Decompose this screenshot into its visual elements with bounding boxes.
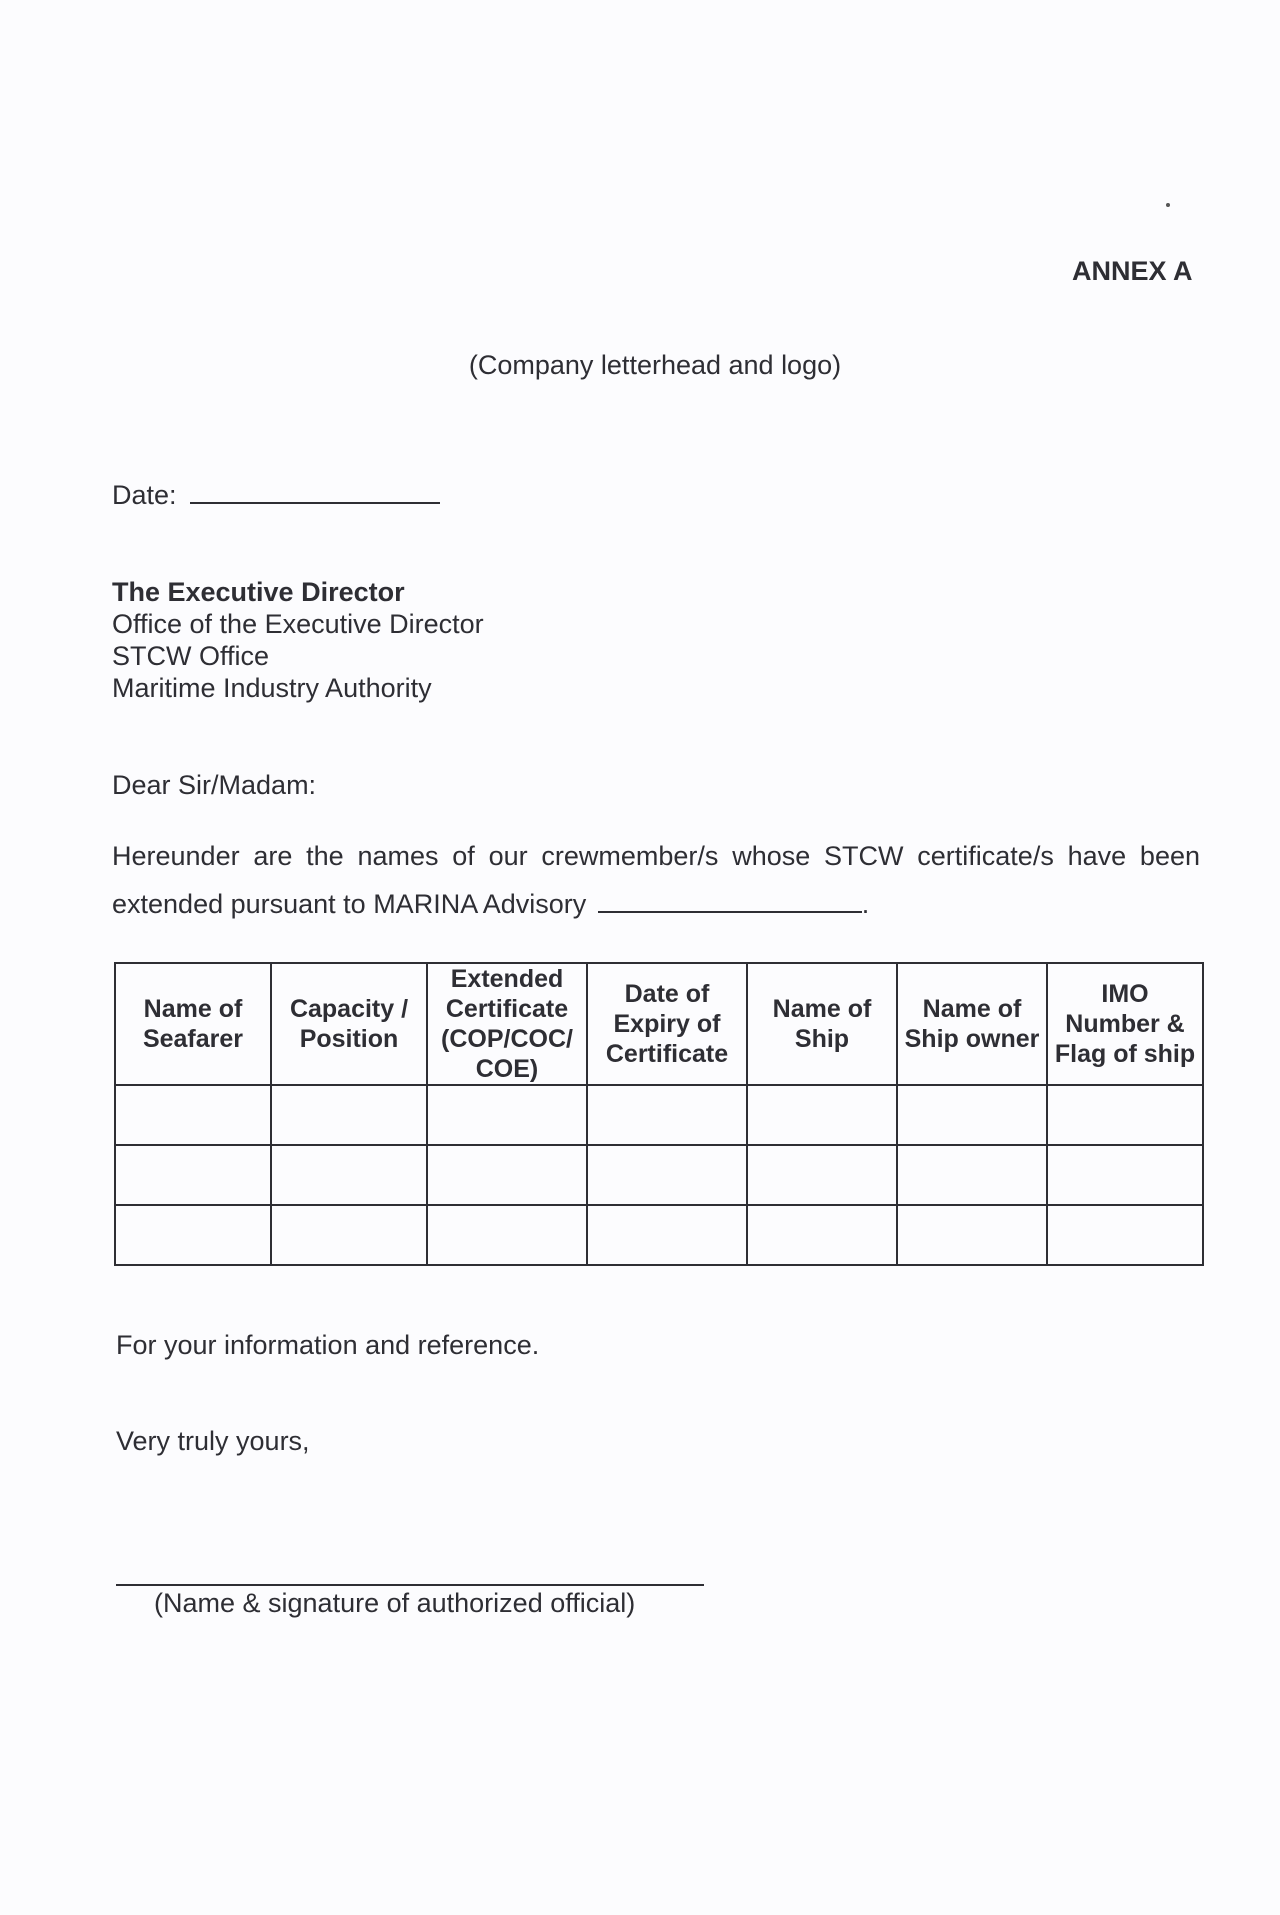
table-cell[interactable] xyxy=(427,1085,587,1145)
table-cell[interactable] xyxy=(747,1145,897,1205)
salutation: Dear Sir/Madam: xyxy=(112,770,317,800)
header-imo-number-flag: IMO Number & Flag of ship xyxy=(1047,963,1203,1085)
table-cell[interactable] xyxy=(115,1205,271,1265)
table-cell[interactable] xyxy=(271,1205,427,1265)
table-row xyxy=(115,1085,1203,1145)
body-paragraph xyxy=(112,832,1200,928)
scan-speck xyxy=(1166,203,1170,207)
date-line xyxy=(112,480,440,511)
header-name-of-ship: Name of Ship xyxy=(747,963,897,1085)
table-cell[interactable] xyxy=(587,1145,747,1205)
table-cell[interactable] xyxy=(747,1085,897,1145)
recipient-line: Office of the Executive Director xyxy=(112,609,484,639)
letterhead-placeholder: (Company letterhead and logo) xyxy=(468,350,842,380)
crew-table xyxy=(114,962,1204,1266)
table-cell[interactable] xyxy=(587,1085,747,1145)
valediction: Very truly yours, xyxy=(116,1426,310,1456)
advisory-number-field[interactable] xyxy=(598,911,862,913)
annex-label: ANNEX A xyxy=(1072,256,1193,286)
recipient-title: The Executive Director xyxy=(112,577,405,607)
header-name-of-seafarer: Name of Seafarer xyxy=(115,963,271,1085)
table-cell[interactable] xyxy=(1047,1205,1203,1265)
signature-field[interactable] xyxy=(116,1584,704,1586)
table-cell[interactable] xyxy=(587,1205,747,1265)
recipient-line: STCW Office xyxy=(112,641,270,671)
body-text: Hereunder are the names of our crewmember/s whose STCW certificate/s have been extended pursuant to MARINA Advisory xyxy=(112,841,1200,919)
table-cell[interactable] xyxy=(747,1205,897,1265)
date-label: Date: xyxy=(112,480,177,510)
table-cell[interactable] xyxy=(271,1085,427,1145)
closing-line: For your information and reference. xyxy=(116,1330,540,1360)
table-cell[interactable] xyxy=(897,1205,1047,1265)
header-date-of-expiry: Date of Expiry of Certificate xyxy=(587,963,747,1085)
body-period: . xyxy=(861,889,870,919)
signature-label: (Name & signature of authorized official) xyxy=(154,1588,636,1618)
table-row xyxy=(115,1205,1203,1265)
header-extended-certificate: Extended Certificate (COP/COC/ COE) xyxy=(427,963,587,1085)
recipient-line: Maritime Industry Authority xyxy=(112,673,432,703)
header-name-of-ship-owner: Name of Ship owner xyxy=(897,963,1047,1085)
table-cell[interactable] xyxy=(1047,1145,1203,1205)
recipient-address xyxy=(112,576,484,704)
table-cell[interactable] xyxy=(427,1145,587,1205)
date-field[interactable] xyxy=(190,502,440,504)
table-cell[interactable] xyxy=(115,1145,271,1205)
table-cell[interactable] xyxy=(115,1085,271,1145)
table-cell[interactable] xyxy=(427,1205,587,1265)
table-header-row xyxy=(115,963,1203,1085)
table-cell[interactable] xyxy=(897,1085,1047,1145)
header-capacity-position: Capacity / Position xyxy=(271,963,427,1085)
table-cell[interactable] xyxy=(1047,1085,1203,1145)
table-row xyxy=(115,1145,1203,1205)
table-cell[interactable] xyxy=(897,1145,1047,1205)
table-cell[interactable] xyxy=(271,1145,427,1205)
